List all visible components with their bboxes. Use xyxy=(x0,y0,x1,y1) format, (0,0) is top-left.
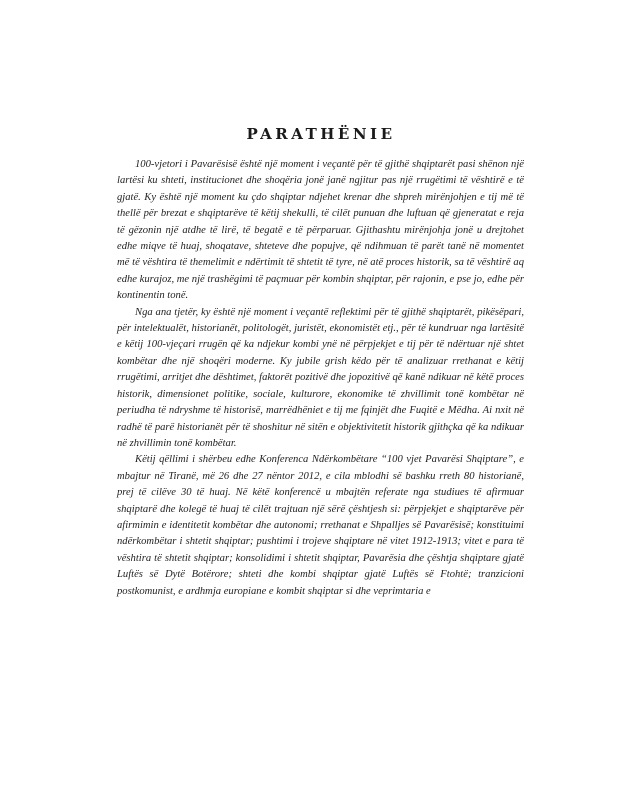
paragraph-2: Nga ana tjetër, ky është një moment i veçantë reflektimi për të gjithë shqiptarët, pikësëpari, për intelektualët, historianët, politologët, juristët, ekonomistët etj., për të kundruar nga lartësitë e këtij 100-vjeçari rrugën që ka ndjekur kombi ynë në përpjekjet e tij për të ndërtuar një shtet kombëtar dhe një shoqëri moderne. Ky jubile grish këdo për të analizuar rrethanat e këtij rrugëtimi, arritjet dhe dështimet, faktorët pozitivë dhe jopozitivë që kanë ndikuar në këtë proces historik, dimensionet politike, sociale, kulturore, ekonomike të zhvillimit tonë kombëtar në periudha të ndryshme të historisë, marrëdhëniet e tij me fqinjët dhe Fuqitë e Mëdha. Ai nxit në radhë të parë historianët për të shoshitur në sitën e objektivitetit historik gjithçka që ka ndikuar në zhvillimin tonë kombëtar. xyxy=(117,306,524,449)
paragraph-1: 100-vjetori i Pavarësisë është një moment i veçantë për të gjithë shqiptarët pasi shënon një lartësi ku shteti, institucionet dhe shoqëria jonë janë ngjitur pas një rrugëtimi të vështirë e të gjatë. Ky është një moment ku çdo shqiptar ndjehet krenar dhe shpreh mirënjohjen e tij më të thellë për brezat e shqiptarëve të këtij shekulli, të cilët punuan dhe luftuan që gjeneratat e reja të gëzonin një atdhe të lirë, të begatë e të përparuar. Gjithashtu mirënjohja jonë u drejtohet edhe miqve të huaj, shoqatave, shteteve dhe popujve, që ndihmuan të parët tanë në momentet më të vështira të themelimit e ndërtimit të shtetit të tyre, në atë proces historik, sa të vështirë aq edhe kurajoz, me një trashëgimi të paçmuar për kombin shqiptar, për rajonin, e pse jo, edhe për kontinentin tonë. xyxy=(117,159,524,302)
paragraph-3: Këtij qëllimi i shërbeu edhe Konferenca Ndërkombëtare “100 vjet Pavarësi Shqiptare”, e mbajtur në Tiranë, më 26 dhe 27 nëntor 2012, e cila mblodhi së bashku rreth 80 historianë, prej të cilëve 30 të huaj. Në këtë konferencë u mbajtën referate nga studiues të afirmuar shqiptarë dhe kolegë të huaj të cilët trajtuan një sërë çështjesh si: përpjekjet e shqiptarëve për afirmimin e identitetit kombëtar dhe autonomi; rrethanat e Shpalljes së Pavarësisë; konstituimi ndërkombëtar i shtetit shqiptar; pushtimi i trojeve shqiptare në vitet 1912-1913; vitet e para të vështira të shtetit shqiptar; konsolidimi i shtetit shqiptar, Pavarësia dhe çështja shqiptare gjatë Luftës së Dytë Botërore; shteti dhe kombi shqiptar gjatë Luftës së Ftohtë; tranzicioni postkomunist, e ardhmja europiane e kombit shqiptar si dhe veprimtaria e xyxy=(117,454,524,597)
body-text xyxy=(117,157,524,600)
page-title: PARATHËNIE xyxy=(246,125,396,143)
